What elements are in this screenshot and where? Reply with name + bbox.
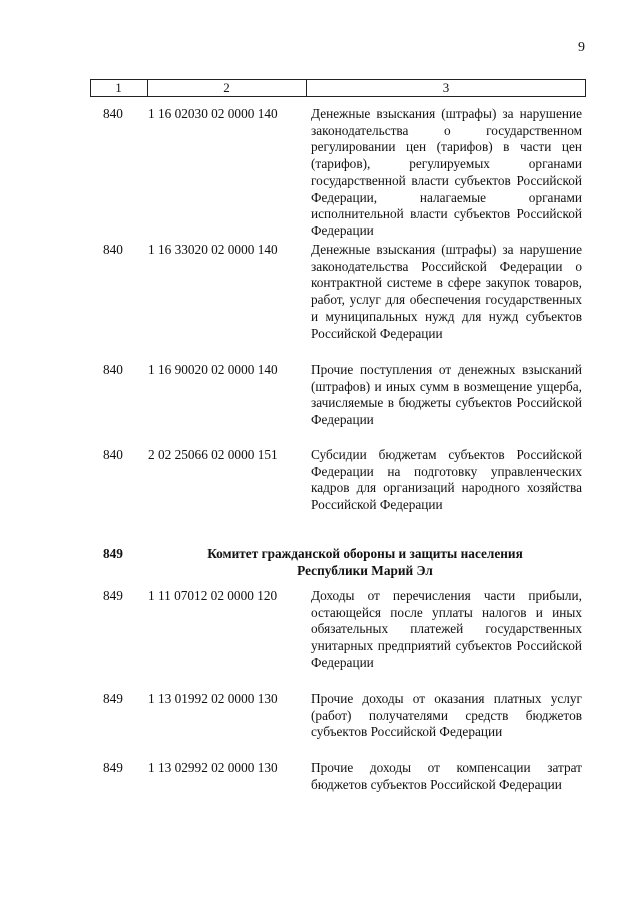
row-admin-code: 840 xyxy=(103,106,123,121)
row-admin-code: 840 xyxy=(103,362,123,377)
row-kbk-code: 1 13 01992 02 0000 130 xyxy=(148,691,278,706)
section-title-line-1: Комитет гражданской обороны и защиты населения xyxy=(207,546,523,561)
row-kbk-code: 1 16 02030 02 0000 140 xyxy=(148,106,278,121)
row-description: Прочие доходы от компенсации затрат бюджетов субъектов Российской Федерации xyxy=(311,760,582,792)
row-kbk-code: 1 11 07012 02 0000 120 xyxy=(148,588,278,603)
row-description: Прочие доходы от оказания платных услуг (работ) получателями средств бюджетов субъектов Российской Федерации xyxy=(311,691,582,740)
row-kbk-code: 1 16 90020 02 0000 140 xyxy=(148,362,278,377)
page-number: 9 xyxy=(578,40,585,55)
row-description: Субсидии бюджетам субъектов Российской Федерации на подготовку управленческих кадров для организаций народного хозяйства Российской Федерации xyxy=(311,447,582,513)
header-col-1: 1 xyxy=(115,80,122,95)
row-admin-code: 849 xyxy=(103,760,123,775)
section-admin-code: 849 xyxy=(103,546,123,561)
row-admin-code: 840 xyxy=(103,242,123,257)
row-admin-code: 849 xyxy=(103,691,123,706)
row-description: Доходы от перечисления части прибыли, остающейся после уплаты налогов и иных обязательных платежей государственных унитарных предприятий субъектов Российской Федерации xyxy=(311,588,582,670)
table-header xyxy=(90,79,586,97)
section-title-line-2: Республики Марий Эл xyxy=(297,563,433,578)
row-description: Денежные взыскания (штрафы) за нарушение законодательства о государственном регулировании цен (тарифов) в части цен (тарифов), регулируемых органами государственной власти субъектов Российской Федерации, налагаемые органами исполнительной власти субъектов Российской Федерации xyxy=(311,106,582,238)
section-title xyxy=(170,545,560,579)
row-kbk-code: 1 16 33020 02 0000 140 xyxy=(148,242,278,257)
row-admin-code: 849 xyxy=(103,588,123,603)
row-kbk-code: 2 02 25066 02 0000 151 xyxy=(148,447,278,462)
row-kbk-code: 1 13 02992 02 0000 130 xyxy=(148,760,278,775)
row-description: Прочие поступления от денежных взысканий (штрафов) и иных сумм в возмещение ущерба, зачисляемые в бюджеты субъектов Российской Федерации xyxy=(311,362,582,428)
header-col-2: 2 xyxy=(223,80,230,95)
row-description: Денежные взыскания (штрафы) за нарушение законодательства Российской Федерации о контрактной системе в сфере закупок товаров, работ, услуг для обеспечения государственных и муниципальных нужд для нужд субъектов Российской Федерации xyxy=(311,242,582,341)
header-col-3: 3 xyxy=(442,80,450,95)
row-admin-code: 840 xyxy=(103,447,123,462)
